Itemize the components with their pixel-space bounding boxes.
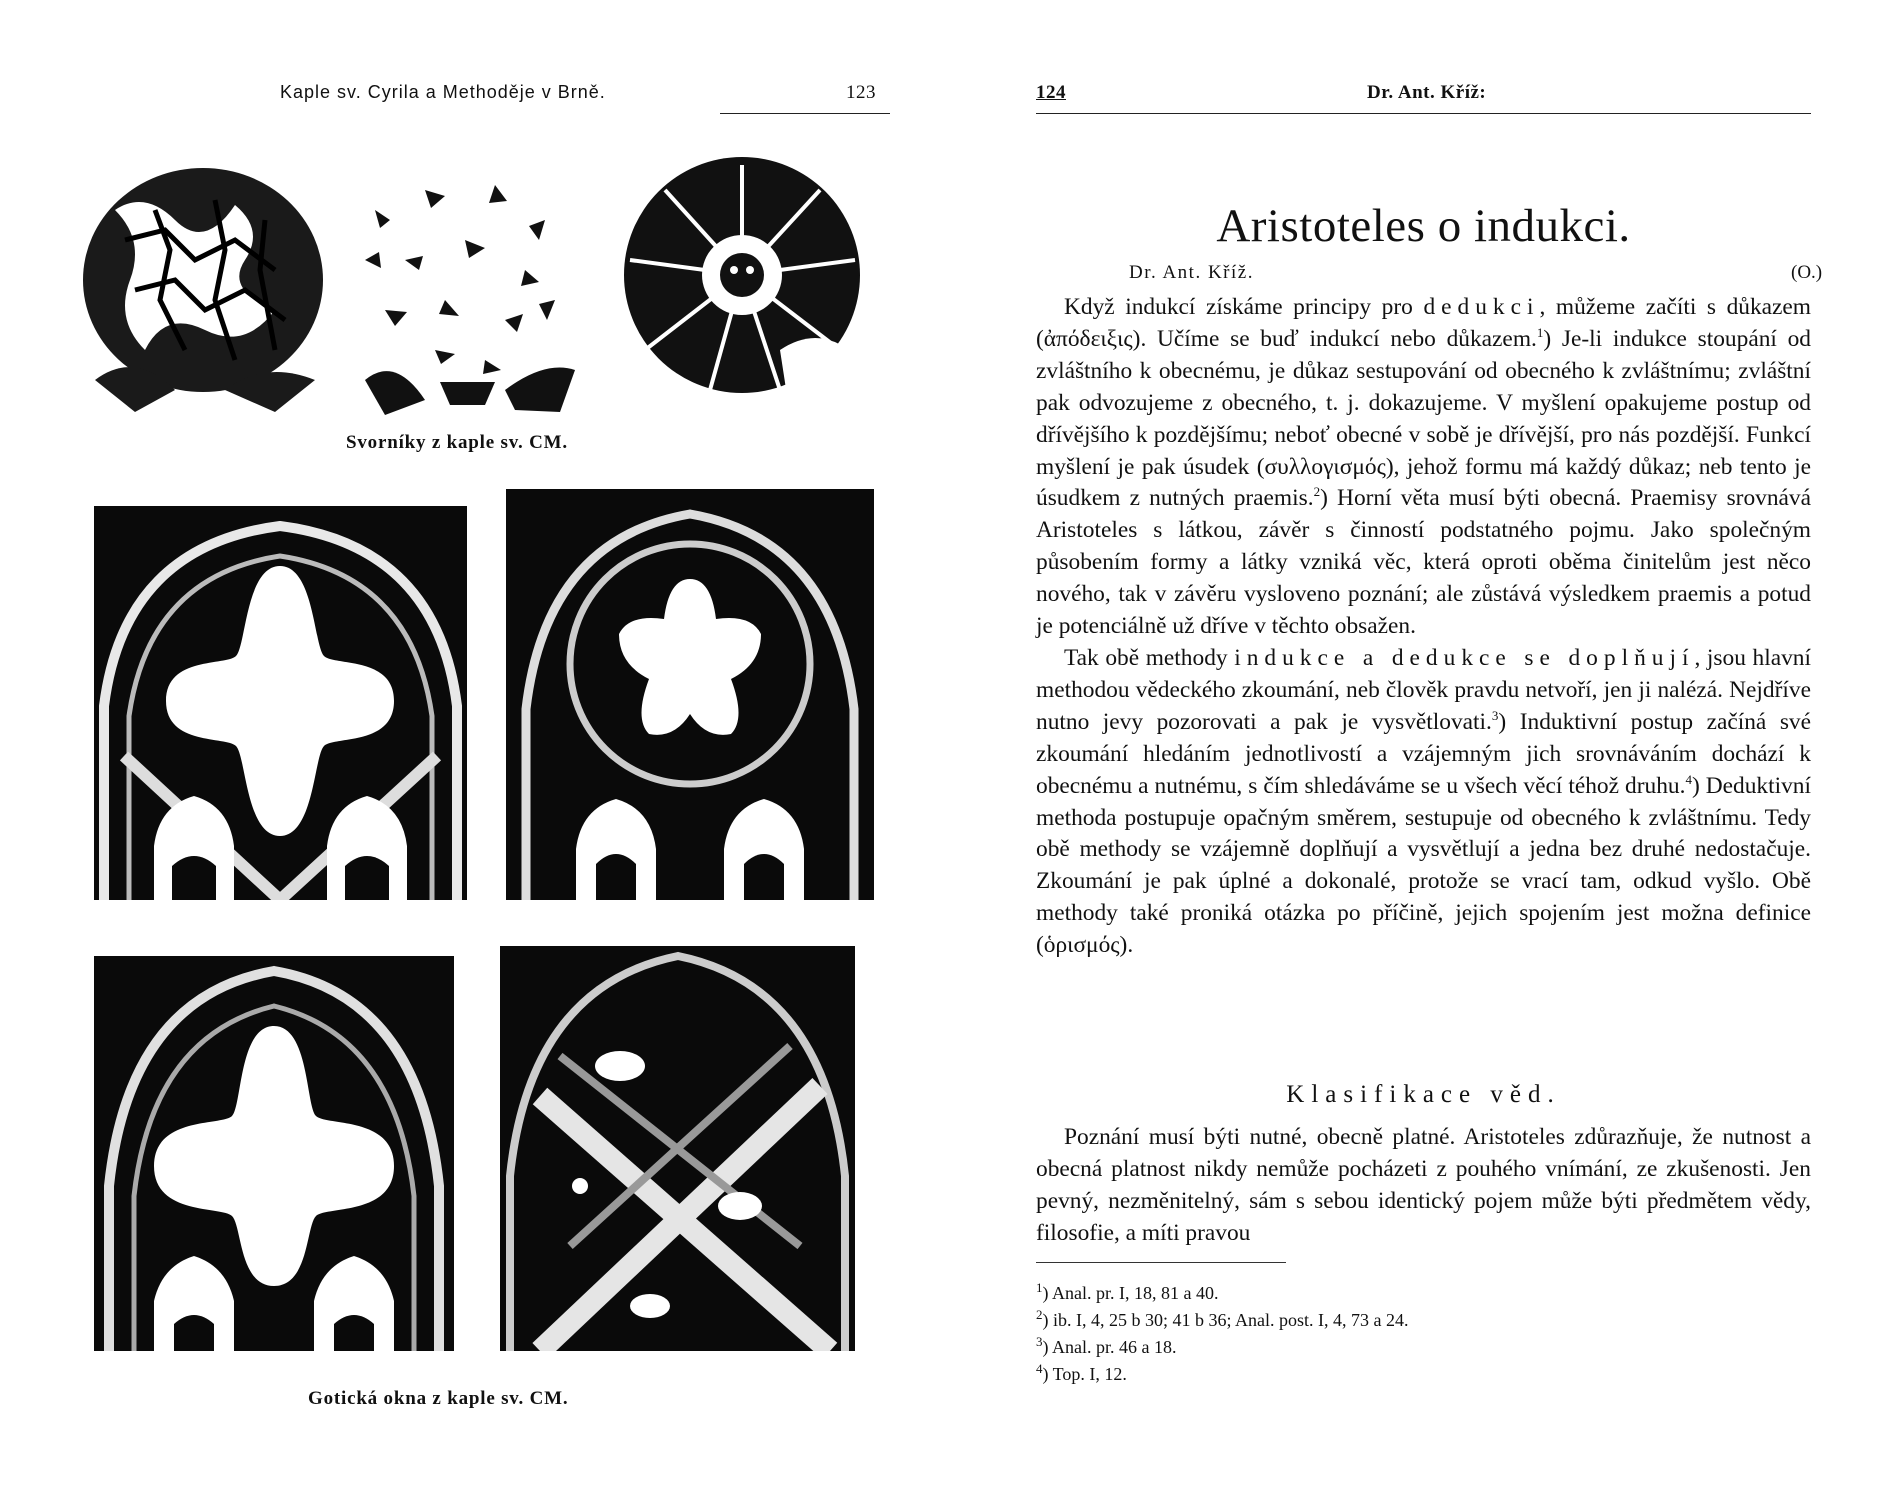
keystone-boss-image-3 — [610, 150, 875, 415]
running-title: Kaple sv. Cyrila a Methoděje v Brně. — [280, 82, 606, 102]
footnote: $^1$) Anal. pr. I, 18, 81 a 40. — [1036, 1280, 1219, 1303]
footnotes — [1036, 1280, 1811, 1388]
keystone-boss-image-2 — [345, 150, 590, 415]
footnote-ref-4: 4 — [1685, 771, 1692, 787]
footnote-ref-1: 1 — [1536, 325, 1544, 341]
byline: Dr. Ant. Kříž. — [1129, 262, 1254, 283]
part-label: (O.) — [1791, 262, 1823, 283]
section-heading: Klasifikace věd. — [1286, 1081, 1561, 1108]
section-body — [1036, 1122, 1811, 1250]
article-body — [1036, 292, 1811, 962]
gothic-window-photo-1 — [94, 506, 467, 900]
figure1-caption: Svorníky z kaple sv. CM. — [346, 432, 568, 453]
footnote: $^4$) Top. I, 12. — [1036, 1361, 1127, 1384]
gothic-window-photo-3 — [94, 956, 454, 1351]
paragraph-3: Poznání musí býti nutné, obecně platné. Aristoteles zdůrazňuje, že nutnost a obecná platnost nikdy nemůže pocházeti z pouhého vnímání, ze zkušenosti. Jen pevný, nezměnitelný, sám s sebou identický pojem může býti předmětem vědy, filosofie, a míti pravou — [1036, 1124, 1811, 1246]
page-number-left: 123 — [846, 82, 876, 103]
right-page — [949, 0, 1898, 1500]
header-rule-right — [1036, 113, 1811, 114]
gothic-window-photo-4 — [500, 946, 855, 1351]
article-title: Aristoteles o indukci. — [1216, 200, 1631, 252]
paragraph-2: Tak obě methody indukce a dedukce se doplňují, jsou hlavní methodou vědeckého zkoumání, neb člověk pravdu netvoří, jen ji nalézá. Nejdříve nutno jevy pozorovati a pak je vysvětlovati.$^3$) Induktivní postup začíná své zkoumání hledáním jednotlivostí a vzájemným jich srovnáváním dochází k obecnému a nutnému, s čím shledáváme se u všech věcí téhož druhu.$^4$) Deduktivní methoda postupuje opačným směrem, sestupuje od obecného k zvláštnímu. Tedy obě methody se vzájemně doplňují a vysvětlují a jedna bez druhé nedostačuje. Zkoumání je pak úplné a dokonalé, protože se vrací tam, odkud vyšlo. Obě methody také proniká otázka po příčině, jejich spojením jest možna definice (ὁρισμός). — [1036, 644, 1812, 959]
page-number-right: 124 — [1036, 82, 1066, 103]
footnote: $^2$) ib. I, 4, 25 b 30; 41 b 36; Anal. post. I, 4, 73 a 24. — [1036, 1307, 1409, 1330]
paragraph-1: Když indukcí získáme principy pro dedukci, můžeme začíti s důkazem (ἀπόδειξις). Učíme se buď indukcí nebo důkazem.$^1$) Je-li indukce stoupání od zvláštního k obecnému, je důkaz sestupování od obecného k zvláštnímu; zvláštní pak odvozujeme z obecného, t. j. dokazujeme. V myšlení opakujeme postup od dřívějšího k pozdějšímu; neboť obecné v sobě je dřívější, pro nás pozdější. Funkcí myšlení je pak úsudek (συλλογισμός), jehož formu má každý důkaz; neb tento je úsudkem z nutných praemis.$^2$) Horní věta musí býti obecná. Praemisy srovnává Aristoteles s látkou, závěr s činností podstatného pojmu. Jako společným působením formy a látky vzniká věc, která oproti oběma činitelům jest něco nového, tak v závěru vysloveno poznání; ale zůstává výsledkem praemis a potud je potenciálně už dříve v těchto obsažen. — [1036, 294, 1812, 640]
footnote-rule — [1036, 1262, 1286, 1263]
figure2-caption: Gotická okna z kaple sv. CM. — [308, 1388, 569, 1409]
footnote: $^3$) Anal. pr. 46 a 18. — [1036, 1334, 1177, 1357]
header-rule-left — [720, 113, 890, 114]
footnote-ref-3: 3 — [1491, 707, 1499, 723]
keystone-boss-image-1 — [75, 150, 330, 415]
footnote-ref-2: 2 — [1313, 484, 1321, 500]
gothic-window-photo-2 — [506, 489, 874, 900]
running-author: Dr. Ant. Kříž: — [1367, 82, 1487, 103]
